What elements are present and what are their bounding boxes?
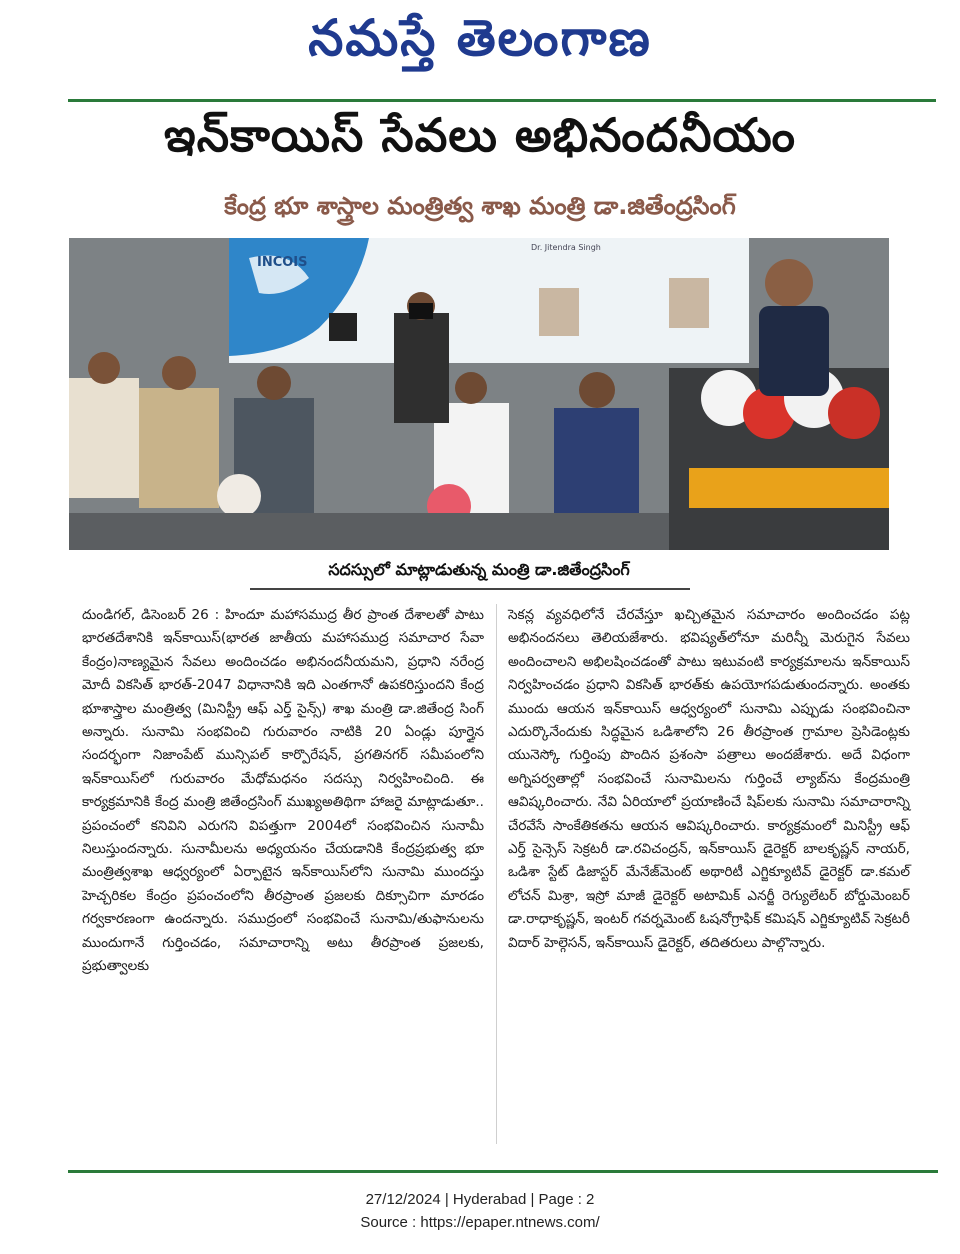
masthead-logo: నమస్తే తెలంగాణ — [308, 8, 652, 67]
top-rule — [68, 99, 936, 102]
footer-source: Source : https://epaper.ntnews.com/ — [360, 1214, 600, 1231]
banner-name: Dr. Jitendra Singh — [531, 243, 601, 252]
article-column-right: సెకన్ల వ్యవధిలోనే చేరవేస్తూ ఖచ్చితమైన సమాచారం అందించడం పట్ల అభినందనలు తెలియజేశారు. భవిష్యత్‌లోనూ మరిన్నీ మెరుగైన సేవలు అందించాలని అభిలషించడంతో పాటు ఇటువంటి కార్యక్రమాలను ఇన్‌కాయిస్ నిర్వహించడం ప్రధాని వికసిత్ భారత్‌కు ఉపయోగపడుతుందన్నారు. అంతకు ముందు ఆయన ఇన్‌కాయిస్ ఆధ్వర్యంలో సునామి ఎప్పుడు సంభవించినా ఎదుర్కొనేందుకు సిద్ధమైన ఒడిశాలోని 26 తీరప్రాంత గ్రామాల ప్రెసిడెంట్లకు యునెస్కో గుర్తింపు పొందిన ప్రశంసా పత్రాలు అందజేశారు. అదే విధంగా అగ్నిపర్వతాల్లో సంభవించే సునామిలను గుర్తించే ల్యాబ్‌ను కేంద్రమంత్రి ఆవిష్కరించారు. నేవి ఏరియాలో ప్రయాణించే షిప్‌లకు సునామి సమాచారాన్ని చేరవేసే సాంకేతికతను ఆయన ఆవిష్కరించారు. కార్యక్రమంలో మినిస్ట్రీ ఆఫ్ ఎర్త్ సైన్సెస్ సెక్రటరీ డా.రవిచంద్రన్, ఇన్‌కాయిస్ డైరెక్టర్ బాలకృష్ణన్ నాయర్, ఒడిశా స్టేట్ డిజాస్టర్ మేనేజ్‌మెంట్ అథారిటీ ఎగ్జిక్యూటివ్ డైరెక్టర్ డా.కమల్ లోచన్ మిశ్రా, ఇస్రో మాజీ డైరెక్టర్ అటామిక్ ఎనర్జీ రెగ్యులేటర్ బోర్డుమెంబర్ డా.రాధాకృష్ణన్, ఇంటర్ గవర్నమెంట్ ఓషనోగ్రాఫిక్ కమిషన్ ఎగ్జిక్యూటివ్ సెక్రటరీ విదార్ హెల్గెసన్, ఇన్‌కాయిస్ డైరెక్టర్, తదితరులు పాల్గొన్నారు. — [508, 607, 910, 951]
bottom-rule — [68, 1170, 938, 1173]
qr-code — [329, 313, 357, 341]
speaker-portrait-1 — [539, 288, 579, 336]
article-photo — [69, 238, 889, 550]
photographer — [394, 313, 449, 423]
speaker-portrait-2 — [669, 278, 709, 328]
caption-rule — [250, 588, 690, 590]
headline: ఇన్‌కాయిస్ సేవలు అభినందనీయం — [164, 108, 796, 162]
photo-caption: సదస్సులో మాట్లాడుతున్న మంత్రి డా.జితేంద్రసింగ్ — [328, 560, 630, 579]
article-column-left: దుండిగల్, డిసెంబర్ 26 : హిందూ మహాసముద్ర తీర ప్రాంత దేశాలతో పాటు భారతదేశానికి ఇన్‌కాయిస్(భారత జాతీయ మహాసముద్ర సమాచార సేవా కేంద్రం)నాణ్యమైన సేవలు అందించడం అభినందనీయమని, ప్రధాని నరేంద్ర మోదీ వికసిత్ భారత్-2047 విధానానికి ఇది ఎంతగానో ఉపకరిస్తుందని కేంద్ర భూశాస్త్రాల మంత్రిత్వ (మినిస్ట్రీ ఆఫ్ ఎర్త్ సైన్స్) శాఖ మంత్రి డా.జితేంద్ర సింగ్ అన్నారు. సునామి సంభవించి గురువారం నాటికి 20 ఏండ్లు పూర్తైన సందర్భంగా నిజాంపేట్ మున్సిపల్ కార్పొరేషన్, ప్రగతినగర్ సమీపంలోని ఇన్‌కాయిస్‌లో గురువారం మేధోమధనం సదస్సు నిర్వహించింది. ఈ కార్యక్రమానికి కేంద్ర మంత్రి జితేంద్రసింగ్ ముఖ్యఅతిథిగా హాజరై మాట్లాడుతూ.. ప్రపంచంలో కనివిని ఎరుగని విపత్తుగా 2004లో సంభవించిన సునామీ నిలుస్తుందన్నారు. సునామీలను అధ్యయనం చేయడానికి కేంద్రప్రభుత్వ భూ మంత్రిత్వశాఖ ఆధ్వర్యంలో ఏర్పాటైన ఇన్‌కాయిస్‌లోని సునామి ముందస్తు హెచ్చరికల కేంద్రం ప్రపంచంలోని తీరప్రాంత ప్రజలకు దిక్సూచిగా మారడం గర్వకారణంగా ఉందన్నారు. సముద్రంలో సంభవించే సునామి/తుఫానులను ముందుగానే గుర్తించడం, సమాచారాన్ని అటు తీరప్రాంత ప్రజలకు, ప్రభుత్వాలకు — [82, 607, 484, 975]
marigold-garland — [689, 468, 889, 508]
speaker-body — [759, 306, 829, 396]
column-divider — [496, 604, 497, 1144]
banner-logo: INCOIS — [257, 255, 308, 270]
table — [69, 513, 669, 550]
speaker-head — [765, 259, 813, 307]
subheadline: కేంద్ర భూ శాస్త్రాల మంత్రిత్వ శాఖ మంత్రి డా.జితేంద్రసింగ్ — [224, 192, 736, 220]
footer-dateline: 27/12/2024 | Hyderabad | Page : 2 — [365, 1191, 595, 1208]
